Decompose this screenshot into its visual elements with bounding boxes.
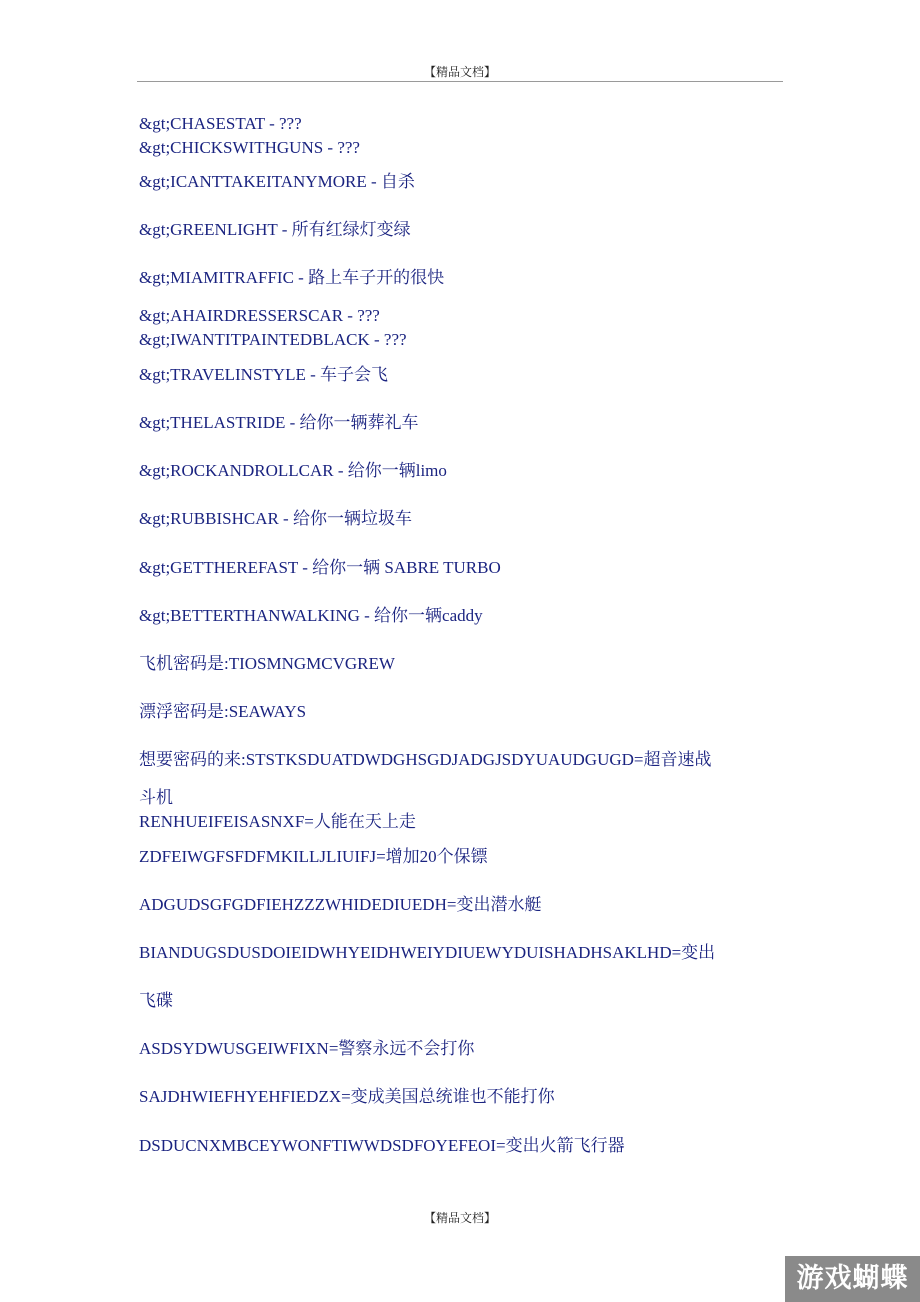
text-line: SAJDHWIEFHYEHFIEDZX=变成美国总统谁也不能打你	[139, 1087, 555, 1106]
text-line: &gt;CHASESTAT - ???	[139, 114, 302, 133]
text-line: ASDSYDWUSGEIWFIXN=警察永远不会打你	[139, 1039, 475, 1058]
text-line: &gt;ROCKANDROLLCAR - 给你一辆limo	[139, 461, 447, 480]
text-line: &gt;THELASTRIDE - 给你一辆葬礼车	[139, 413, 419, 432]
text-line: 想要密码的来:STSTKSDUATDWDGHSGDJADGJSDYUAUDGUGD=超音速战	[139, 750, 712, 769]
text-line: &gt;TRAVELINSTYLE - 车子会飞	[139, 365, 389, 384]
text-line: &gt;AHAIRDRESSERSCAR - ???	[139, 306, 380, 325]
text-line: &gt;GREENLIGHT - 所有红绿灯变绿	[139, 220, 411, 239]
text-line: BIANDUGSDUSDOIEIDWHYEIDHWEIYDIUEWYDUISHADHSAKLHD=变出	[139, 943, 716, 962]
header-divider	[137, 81, 783, 82]
text-line: &gt;BETTERTHANWALKING - 给你一辆caddy	[139, 606, 483, 625]
text-line: ADGUDSGFGDFIEHZZZWHIDEDIUEDH=变出潜水艇	[139, 895, 542, 914]
text-line: &gt;MIAMITRAFFIC - 路上车子开的很快	[139, 268, 445, 287]
text-line: ZDFEIWGFSFDFMKILLJLIUIFJ=增加20个保镖	[139, 847, 488, 866]
watermark-logo: 游戏蝴蝶	[785, 1256, 920, 1302]
text-line: &gt;ICANTTAKEITANYMORE - 自杀	[139, 172, 415, 191]
page-footer: 【精品文档】	[423, 1211, 496, 1225]
text-line: &gt;GETTHEREFAST - 给你一辆 SABRE TURBO	[139, 558, 501, 577]
page-header: 【精品文档】	[423, 65, 496, 79]
text-line: 斗机	[139, 788, 173, 807]
text-line: &gt;IWANTITPAINTEDBLACK - ???	[139, 330, 407, 349]
text-line: 飞碟	[139, 991, 173, 1010]
text-line: &gt;RUBBISHCAR - 给你一辆垃圾车	[139, 509, 412, 528]
text-line: DSDUCNXMBCEYWONFTIWWDSDFOYEFEOI=变出火箭飞行器	[139, 1136, 625, 1155]
text-line: 漂浮密码是:SEAWAYS	[139, 702, 307, 721]
text-line: RENHUEIFEISASNXF=人能在天上走	[139, 812, 416, 831]
text-line: 飞机密码是:TIOSMNGMCVGREW	[139, 654, 395, 673]
text-line: &gt;CHICKSWITHGUNS - ???	[139, 138, 360, 157]
